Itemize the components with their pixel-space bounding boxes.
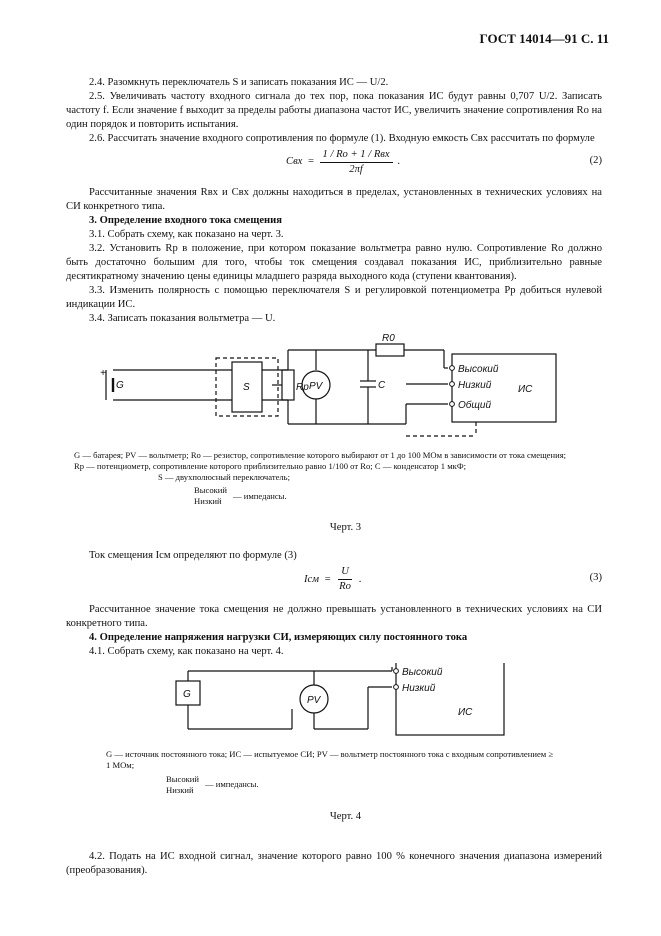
formula-3 [66, 563, 602, 603]
fig4-legend-high: Высокий [166, 773, 199, 784]
fig3-label-pv: PV [309, 380, 323, 392]
fig4-label-high: Высокий [402, 667, 443, 679]
figure-4-circuit [66, 663, 602, 743]
fig4-legend-impedance: — импеданcы. [205, 779, 259, 790]
page-header: ГОСТ 14014—91 С. 11 [479, 31, 609, 46]
formula-3-tail: . [358, 573, 362, 585]
fig3-label-rp: Rр [296, 381, 309, 393]
paragraph-3-3: 3.3. Изменить полярность с помощью переключателя S и регулировкой потенциометра Pр добиться нулевой индикации ИС. [66, 284, 602, 310]
fig4-legend-main: G — источник постоянного тока; ИС — испытуемое СИ; PV — вольтметр постоянного тока с входным сопротивлением ≥ 1 МОм; [106, 749, 554, 771]
paragraph-3-2: 3.2. Установить Rр в положение, при котором показание вольтметра равно нулю. Сопротивление Rо должно быть достаточно большим для того, чтобы ток смещения создавал показания ИС, приблизительно равные десятикратному значению цены единицы младшего разряда выходного кода (ступени квантования). [66, 242, 602, 282]
paragraph-2-4: 2.4. Разомкнуть переключатель S и записать показания ИС — U/2. [89, 77, 389, 88]
fig4-legend-low: Низкий [166, 784, 194, 795]
fig4-label-pv: PV [307, 695, 321, 707]
fig3-label-common: Общий [458, 399, 492, 411]
formula-2-tail: . [397, 156, 401, 168]
formula-3-eq: = [324, 573, 332, 585]
section-4-heading: 4. Определение напряжения нагрузки СИ, измеряющих силу постоянного тока [89, 632, 468, 644]
fig3-legend-impedance: — импедансы. [233, 490, 287, 501]
formula-2-eq: = [307, 156, 315, 168]
fig3-legend-s: S — двухполюсный переключатель; [158, 471, 290, 482]
figure-3-caption: Черт. 3 [329, 522, 362, 534]
paragraph-3-4: 3.4. Записать показания вольтметра — U. [89, 312, 276, 324]
formula-2 [66, 146, 602, 186]
fig3-label-low: Низкий [458, 379, 492, 391]
paragraph-3-1: 3.1. Собрать схему, как показано на черт. 3. [89, 228, 284, 240]
fig3-label-g: G [116, 379, 124, 391]
formula-2-denominator: 2πf [349, 163, 363, 175]
figure-4-legend [106, 749, 556, 796]
figure-3-circuit [66, 330, 602, 444]
paragraph-after-formula-3: Рассчитанное значение тока смещения не должно превышать установленного в технических условиях на СИ конкретного типа. [66, 604, 602, 630]
paragraph-after-formula-2: Рассчитанные значения Rвх и Cвх должны находиться в пределах, установленных в технических условиях на СИ конкретного типа. [66, 186, 602, 212]
formula-2-number: (2) [589, 154, 602, 166]
figure-4-caption: Черт. 4 [329, 810, 362, 822]
paragraph-2-6: 2.6. Рассчитать значение входного сопротивления по формуле (1). Входную емкость Cвх рассчитать по формуле [89, 132, 595, 144]
fig3-legend-high: Высокий [194, 485, 227, 496]
figure-3-legend [74, 450, 574, 508]
paragraph-4-2: 4.2. Подать на ИС входной сигнал, значение которого равно 100 % конечного значения диапазона измерений (преобразования). [66, 850, 602, 876]
formula-3-denominator: Rо [339, 581, 351, 593]
paragraph-4-1: 4.1. Собрать схему, как показано на черт. 4. [89, 646, 284, 658]
formula-2-numerator: 1 / Rо + 1 / Rвх [320, 148, 393, 163]
formula-3-number: (3) [589, 572, 602, 584]
formula-2-lhs: Cвх [286, 156, 303, 168]
fig3-label-r0: R0 [382, 332, 395, 344]
document-body [66, 76, 602, 878]
fig3-legend-main: G — батарея; PV — вольтметр; Rо — резистор, сопротивление которого выбирают от 1 до 100 МОм в зависимости от тока смещения; Rр — потенциометр, сопротивление которого приблизительно равно 1/100 от Rо; C — конденсатор 1 мкФ; [74, 449, 567, 471]
fig3-label-plus: + [100, 367, 106, 379]
section-3-heading: 3. Определение входного тока смещения [89, 214, 282, 226]
fig3-label-c: C [378, 379, 386, 391]
paragraph-2-5: 2.5. Увеличивать частоту входного сигнала до тех пор, пока показания ИС будут равны 0,707 U/2. Записать частоту f. Если значение f выходит за пределы работы диапазона частот ИС, увеличить значение сопротивления Rо на один порядок и повторить испытания. [66, 90, 602, 130]
fig4-label-g: G [183, 689, 191, 701]
fig3-label-s: S [243, 381, 250, 393]
fig4-label-low: Низкий [402, 683, 436, 695]
formula-3-numerator: U [338, 565, 352, 580]
fig3-label-high: Высокий [458, 363, 499, 375]
fig4-label-device: ИС [458, 707, 473, 719]
formula-3-lhs: Iсм [304, 573, 319, 585]
fig3-label-device: ИС [518, 383, 533, 395]
paragraph-intro-formula-3: Ток смещения Iсм определяют по формуле (3) [89, 550, 297, 562]
fig3-legend-low: Низкий [194, 496, 222, 507]
